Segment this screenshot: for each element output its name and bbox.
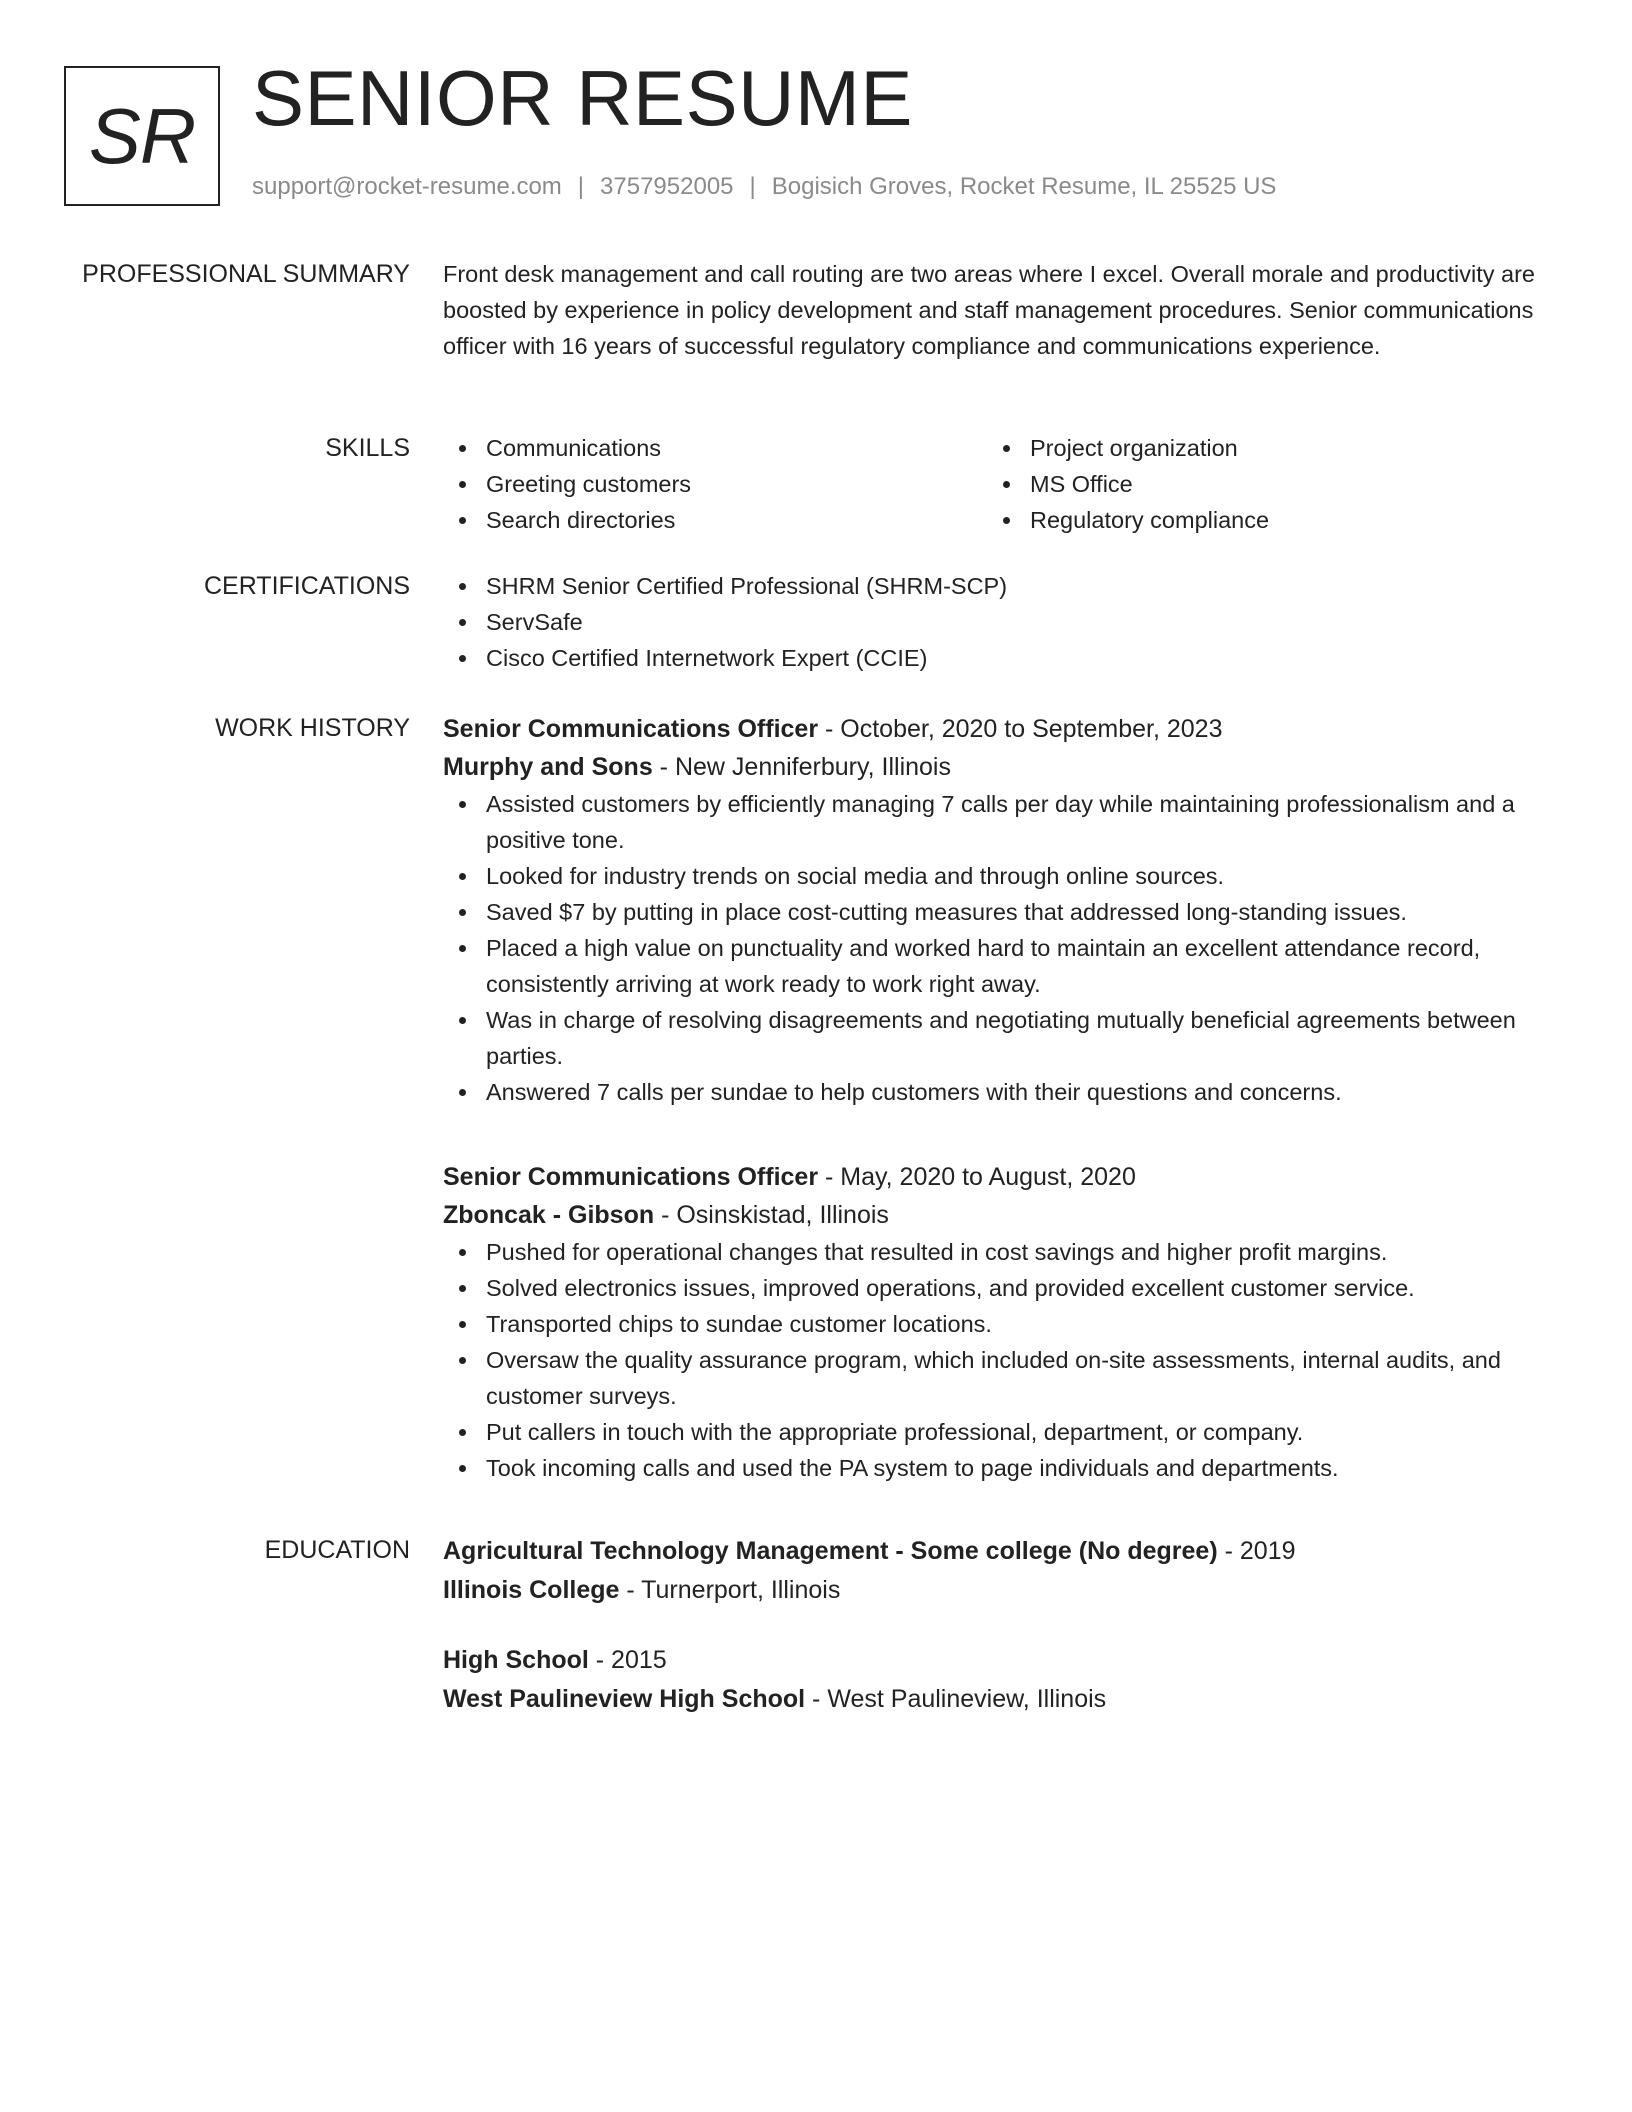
skill-item: Project organization	[987, 430, 1531, 466]
education-degree: Agricultural Technology Management - Some college (No degree)	[443, 1537, 1218, 1565]
certifications-content	[443, 568, 1543, 676]
skill-item: Greeting customers	[443, 466, 987, 502]
section-label: CERTIFICATIONS	[203, 572, 410, 600]
job-entry	[443, 710, 1543, 1110]
education-degree: High School	[443, 1646, 589, 1674]
job-bullet: Pushed for operational changes that resulted in cost savings and higher profit margins.	[443, 1234, 1543, 1270]
job-bullets	[443, 786, 1543, 1110]
job-bullet: Took incoming calls and used the PA system to page individuals and departments.	[443, 1450, 1543, 1486]
job-bullet: Oversaw the quality assurance program, which included on-site assessments, internal audits, and customer surveys.	[443, 1342, 1543, 1414]
contact-email: support@rocket-resume.com	[252, 173, 562, 200]
section-label: PROFESSIONAL SUMMARY	[82, 260, 410, 288]
job-title-line	[443, 1158, 1543, 1196]
skill-item: Communications	[443, 430, 987, 466]
job-company: Zboncak - Gibson	[443, 1201, 655, 1229]
education-location: - West Paulineview, Illinois	[805, 1685, 1107, 1713]
contact-separator: |	[749, 173, 756, 200]
skills-grid	[443, 430, 1543, 538]
education-degree-line	[443, 1641, 1543, 1680]
job-title: Senior Communications Officer	[443, 1163, 819, 1191]
job-company-line	[443, 748, 1543, 786]
skill-item: Regulatory compliance	[987, 502, 1531, 538]
job-bullet: Saved $7 by putting in place cost-cutting measures that addressed long-standing issues.	[443, 894, 1543, 930]
job-title: Senior Communications Officer	[443, 715, 819, 743]
job-location: - Osinskistad, Illinois	[654, 1201, 889, 1229]
summary-text: Front desk management and call routing are two areas where I excel. Overall morale and productivity are boosted by experience in policy development and staff management procedures. Senior communications officer with 16 years of successful regulatory compliance and communications experience.	[443, 261, 1535, 359]
certification-item: SHRM Senior Certified Professional (SHRM-SCP)	[443, 568, 1543, 604]
education-school: Illinois College	[443, 1576, 620, 1604]
job-company-line	[443, 1196, 1543, 1234]
contact-line	[252, 173, 1276, 201]
skills-column	[987, 430, 1531, 538]
resume-name: SENIOR RESUME	[252, 54, 913, 142]
contact-address: Bogisich Groves, Rocket Resume, IL 25525 US	[771, 173, 1277, 200]
section-label: EDUCATION	[264, 1536, 410, 1564]
education-year: - 2015	[588, 1646, 667, 1674]
education-location: - Turnerport, Illinois	[619, 1576, 841, 1604]
job-dates: - October, 2020 to September, 2023	[818, 715, 1223, 743]
education-school-line	[443, 1680, 1543, 1719]
job-bullet: Looked for industry trends on social media and through online sources.	[443, 858, 1543, 894]
job-title-line	[443, 710, 1543, 748]
job-bullet: Assisted customers by efficiently managing 7 calls per day while maintaining professionalism and a positive tone.	[443, 786, 1543, 858]
contact-phone: 3757952005	[600, 173, 734, 200]
job-bullet: Placed a high value on punctuality and worked hard to maintain an excellent attendance record, consistently arriving at work ready to work right away.	[443, 930, 1543, 1002]
job-bullet: Was in charge of resolving disagreements and negotiating mutually beneficial agreements between parties.	[443, 1002, 1543, 1074]
job-bullet: Answered 7 calls per sundae to help customers with their questions and concerns.	[443, 1074, 1543, 1110]
certification-item: Cisco Certified Internetwork Expert (CCIE)	[443, 640, 1543, 676]
job-bullets	[443, 1234, 1543, 1486]
education-entry	[443, 1641, 1543, 1719]
education-degree-line	[443, 1532, 1543, 1571]
certification-item: ServSafe	[443, 604, 1543, 640]
education-year: - 2019	[1217, 1537, 1296, 1565]
job-company: Murphy and Sons	[443, 753, 653, 781]
job-bullet: Put callers in touch with the appropriate professional, department, or company.	[443, 1414, 1543, 1450]
job-dates: - May, 2020 to August, 2020	[818, 1163, 1136, 1191]
job-entry	[443, 1158, 1543, 1486]
skill-item: Search directories	[443, 502, 987, 538]
section-label: WORK HISTORY	[215, 714, 410, 742]
skills-content	[443, 430, 1543, 538]
skills-column	[443, 430, 987, 538]
section-label: SKILLS	[325, 434, 410, 462]
certifications-list	[443, 568, 1543, 676]
education-school: West Paulineview High School	[443, 1685, 806, 1713]
job-bullet: Solved electronics issues, improved operations, and provided excellent customer service.	[443, 1270, 1543, 1306]
monogram: SR	[64, 66, 220, 206]
education-school-line	[443, 1571, 1543, 1610]
education-entry	[443, 1532, 1543, 1610]
job-location: - New Jenniferbury, Illinois	[652, 753, 951, 781]
job-bullet: Transported chips to sundae customer locations.	[443, 1306, 1543, 1342]
skill-item: MS Office	[987, 466, 1531, 502]
contact-separator: |	[577, 173, 585, 200]
